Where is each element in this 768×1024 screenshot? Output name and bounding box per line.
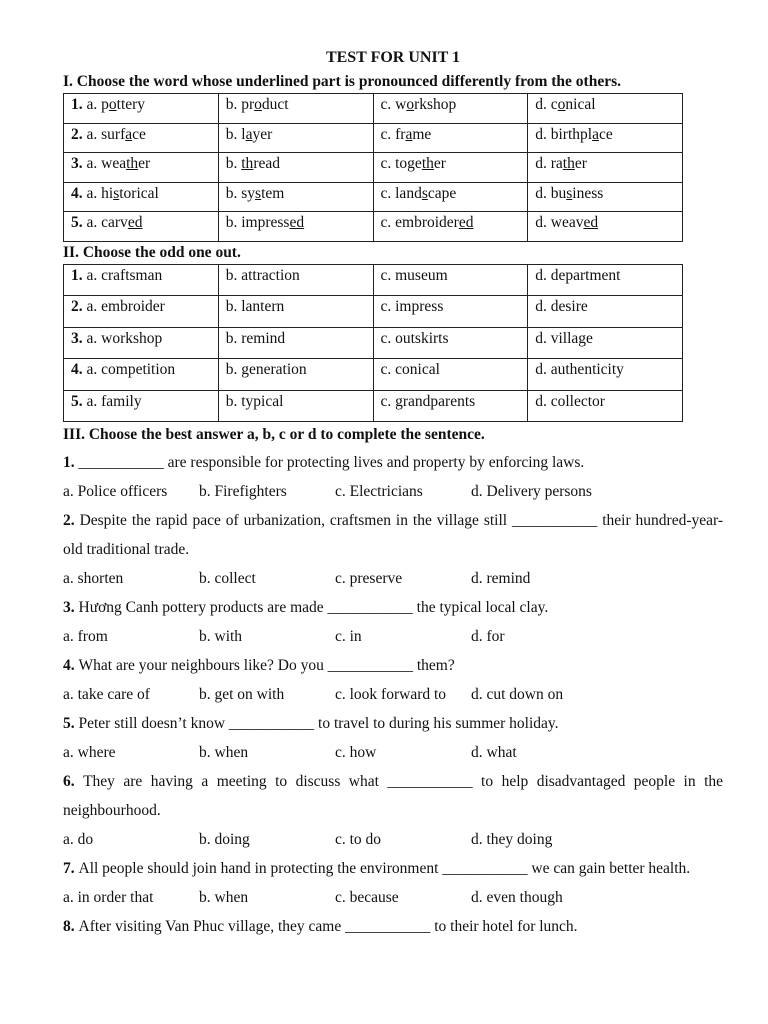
question-number: 4. xyxy=(63,657,79,674)
answer-cell xyxy=(528,212,683,242)
question-stem xyxy=(63,912,723,941)
question-text: They are having a meeting to discuss what ___________ to help disadvantaged people in the neighbourhood. xyxy=(63,773,723,819)
answer-cell xyxy=(218,264,373,296)
question-text: Hương Canh pottery products are made ___________ the typical local clay. xyxy=(78,599,549,616)
underlined-part: s xyxy=(421,184,428,202)
word-part: b. l xyxy=(225,125,246,143)
question-number: 6. xyxy=(63,773,84,790)
answer-option: d. they doing xyxy=(471,831,553,848)
option-text: c. outskirts xyxy=(380,329,449,347)
question-text: Despite the rapid pace of urbanization, craftsmen in the village still ___________ their hundred-year-old traditional trade. xyxy=(63,512,724,558)
underlined-part: ed xyxy=(127,214,143,231)
table-row xyxy=(64,296,683,328)
table-row xyxy=(64,359,683,391)
question-text: All people should join hand in protecting the environment ___________ we can gain better health. xyxy=(78,860,691,877)
word-part: rkshop xyxy=(414,96,457,113)
answer-option: a. shorten xyxy=(63,570,124,587)
question-text: What are your neighbours like? Do you ___________ them? xyxy=(78,657,455,674)
answer-cell xyxy=(218,153,373,183)
answer-cell xyxy=(528,94,683,124)
underlined-part: a xyxy=(405,125,413,143)
answer-option: b. when xyxy=(199,744,249,761)
answer-cell xyxy=(218,123,373,153)
option-text: c. impress xyxy=(380,298,444,315)
answer-cell xyxy=(218,182,373,212)
underlined-part: s xyxy=(566,184,573,202)
question-number: 1. xyxy=(71,96,87,113)
pronunciation-table xyxy=(63,93,683,242)
question-stem xyxy=(63,767,723,825)
option-text: b. remind xyxy=(225,329,286,347)
answer-cell xyxy=(64,327,219,359)
answer-option: d. cut down on xyxy=(471,686,564,703)
underlined-part: o xyxy=(557,96,566,113)
word-part: torical xyxy=(119,184,159,202)
word-part: c. land xyxy=(380,184,422,202)
question-number: 3. xyxy=(71,329,87,347)
question-number: 2. xyxy=(63,512,80,529)
option-text: a. embroider xyxy=(86,298,165,315)
table-row xyxy=(64,264,683,296)
answer-option: c. preserve xyxy=(335,570,403,587)
answer-cell xyxy=(373,153,528,183)
answer-option: b. when xyxy=(199,889,249,906)
answer-cell xyxy=(373,296,528,328)
table-row xyxy=(64,123,683,153)
answer-option: b. Firefighters xyxy=(199,483,287,500)
table-row xyxy=(64,182,683,212)
answer-cell xyxy=(373,359,528,391)
underlined-part: ed xyxy=(583,214,599,231)
question-number: 3. xyxy=(71,155,87,172)
section-2-heading: II. Choose the odd one out. xyxy=(63,243,241,261)
answer-option: b. doing xyxy=(199,831,250,848)
underlined-part: ed xyxy=(289,214,305,231)
answer-option: b. get on with xyxy=(199,686,285,703)
question-number: 3. xyxy=(63,599,79,616)
question-number: 1. xyxy=(63,454,79,471)
answer-option: c. Electricians xyxy=(335,483,423,500)
answer-option: d. remind xyxy=(471,570,531,587)
word-part: d. c xyxy=(535,96,558,113)
answer-cell xyxy=(64,390,219,422)
word-part: er xyxy=(433,155,446,172)
word-part: d. birthpl xyxy=(535,125,593,143)
page-title: TEST FOR UNIT 1 xyxy=(325,49,461,66)
underlined-part: ed xyxy=(458,214,474,231)
word-part: me xyxy=(412,125,432,143)
answer-cell xyxy=(218,359,373,391)
word-part: er xyxy=(138,155,151,172)
option-text: d. collector xyxy=(535,392,605,410)
multiple-choice-questions xyxy=(63,448,723,941)
answer-option: a. Police officers xyxy=(63,483,168,500)
option-text: a. competition xyxy=(86,361,176,378)
answer-option: c. look forward to xyxy=(335,686,447,703)
answer-option: a. take care of xyxy=(63,686,150,703)
word-part: b. pr xyxy=(225,96,255,113)
options-row xyxy=(63,477,723,506)
answer-cell xyxy=(64,123,219,153)
word-part: a. hi xyxy=(86,184,114,202)
worksheet-page xyxy=(63,44,723,941)
answer-option: b. with xyxy=(199,628,243,645)
option-text: b. attraction xyxy=(225,266,300,284)
word-part: tem xyxy=(261,184,285,202)
answer-cell xyxy=(373,264,528,296)
answer-cell xyxy=(218,327,373,359)
answer-cell xyxy=(528,153,683,183)
option-text: a. craftsman xyxy=(86,266,163,284)
underlined-part: th xyxy=(126,155,139,172)
answer-cell xyxy=(528,390,683,422)
underlined-part: s xyxy=(113,184,120,202)
question-stem xyxy=(63,506,723,564)
word-part: a. p xyxy=(86,96,109,113)
answer-cell xyxy=(64,182,219,212)
question-stem xyxy=(63,448,723,477)
options-row xyxy=(63,883,723,912)
option-text: d. department xyxy=(535,266,621,284)
answer-option: a. from xyxy=(63,628,108,645)
option-text: c. museum xyxy=(380,266,448,284)
question-text: ___________ are responsible for protecting lives and property by enforcing laws. xyxy=(78,454,585,471)
options-row xyxy=(63,622,723,651)
options-row xyxy=(63,680,723,709)
question-number: 8. xyxy=(63,918,79,935)
table-row xyxy=(64,153,683,183)
answer-cell xyxy=(373,94,528,124)
question-number: 4. xyxy=(71,184,87,202)
option-text: a. workshop xyxy=(86,329,163,347)
word-part: yer xyxy=(252,125,273,143)
underlined-part: a xyxy=(245,125,253,143)
word-part: c. toge xyxy=(380,155,422,172)
options-row xyxy=(63,738,723,767)
underlined-part: o xyxy=(406,96,415,113)
word-part: nical xyxy=(565,96,596,113)
answer-cell xyxy=(218,296,373,328)
question-text: After visiting Van Phuc village, they came ___________ to their hotel for lunch. xyxy=(78,918,578,935)
answer-option: d. what xyxy=(471,744,517,761)
word-part: d. ra xyxy=(535,155,563,172)
table-row xyxy=(64,212,683,242)
answer-cell xyxy=(64,296,219,328)
underlined-part: a xyxy=(125,125,133,143)
answer-option: c. to do xyxy=(335,831,382,848)
option-text: d. desire xyxy=(535,298,588,315)
answer-cell xyxy=(528,296,683,328)
question-stem xyxy=(63,651,723,680)
table-row xyxy=(64,327,683,359)
answer-cell xyxy=(64,264,219,296)
word-part: b. xyxy=(225,155,242,172)
answer-cell xyxy=(528,264,683,296)
answer-cell xyxy=(218,212,373,242)
answer-cell xyxy=(218,390,373,422)
answer-option: a. in order that xyxy=(63,889,154,906)
option-text: b. lantern xyxy=(225,298,285,315)
answer-cell xyxy=(373,212,528,242)
underlined-part: s xyxy=(255,184,262,202)
underlined-part: th xyxy=(241,155,254,172)
odd-one-out-table xyxy=(63,264,683,423)
option-text: a. family xyxy=(86,392,142,410)
table-row xyxy=(64,390,683,422)
option-text: d. authenticity xyxy=(535,361,624,378)
word-part: iness xyxy=(572,184,604,202)
word-part: duct xyxy=(261,96,289,113)
option-text: c. grandparents xyxy=(380,392,476,410)
answer-cell xyxy=(528,327,683,359)
option-text: b. typical xyxy=(225,392,284,410)
word-part: er xyxy=(574,155,587,172)
answer-option: d. even though xyxy=(471,889,563,906)
answer-cell xyxy=(373,182,528,212)
question-number: 5. xyxy=(63,715,79,732)
answer-option: b. collect xyxy=(199,570,256,587)
word-part: ttery xyxy=(116,96,146,113)
word-part: read xyxy=(253,155,280,172)
options-row xyxy=(63,825,723,854)
options-row xyxy=(63,564,723,593)
underlined-part: th xyxy=(562,155,575,172)
question-stem xyxy=(63,709,723,738)
word-part: b. sy xyxy=(225,184,256,202)
underlined-part: th xyxy=(421,155,434,172)
question-number: 2. xyxy=(71,298,87,315)
question-number: 1. xyxy=(71,266,87,284)
answer-cell xyxy=(64,153,219,183)
word-part: c. embroider xyxy=(380,214,459,231)
answer-cell xyxy=(373,327,528,359)
answer-cell xyxy=(64,359,219,391)
answer-option: c. because xyxy=(335,889,399,906)
underlined-part: o xyxy=(254,96,262,113)
answer-option: a. do xyxy=(63,831,94,848)
option-text: d. village xyxy=(535,329,593,347)
word-part: a. carv xyxy=(86,214,128,231)
answer-option: a. where xyxy=(63,744,116,761)
answer-cell xyxy=(373,123,528,153)
word-part: b. impress xyxy=(225,214,290,231)
answer-cell xyxy=(373,390,528,422)
answer-cell xyxy=(218,94,373,124)
word-part: c. fr xyxy=(380,125,406,143)
word-part: ce xyxy=(598,125,613,143)
answer-option: d. Delivery persons xyxy=(471,483,592,500)
question-number: 5. xyxy=(71,214,87,231)
question-number: 4. xyxy=(71,361,87,378)
word-part: a. wea xyxy=(86,155,127,172)
answer-cell xyxy=(528,182,683,212)
question-stem xyxy=(63,854,723,883)
question-number: 7. xyxy=(63,860,79,877)
option-text: c. conical xyxy=(380,361,440,378)
word-part: d. bu xyxy=(535,184,567,202)
word-part: cape xyxy=(427,184,457,202)
underlined-part: o xyxy=(108,96,117,113)
answer-cell xyxy=(64,212,219,242)
underlined-part: a xyxy=(592,125,599,143)
answer-cell xyxy=(528,359,683,391)
question-text: Peter still doesn’t know ___________ to travel to during his summer holiday. xyxy=(78,715,559,732)
word-part: a. surf xyxy=(86,125,126,143)
word-part: c. w xyxy=(380,96,407,113)
answer-cell xyxy=(528,123,683,153)
table-row xyxy=(64,94,683,124)
section-1-heading: I. Choose the word whose underlined part is pronounced differently from the others. xyxy=(63,73,622,90)
answer-option: c. how xyxy=(335,744,377,761)
answer-option: d. for xyxy=(471,628,505,645)
answer-cell xyxy=(64,94,219,124)
section-3-heading: III. Choose the best answer a, b, c or d to complete the sentence. xyxy=(63,426,485,443)
word-part: d. weav xyxy=(535,214,584,231)
question-number: 5. xyxy=(71,392,87,410)
question-number: 2. xyxy=(71,125,87,143)
option-text: b. generation xyxy=(225,361,307,378)
answer-option: c. in xyxy=(335,628,362,645)
question-stem xyxy=(63,593,723,622)
word-part: ce xyxy=(132,125,146,143)
